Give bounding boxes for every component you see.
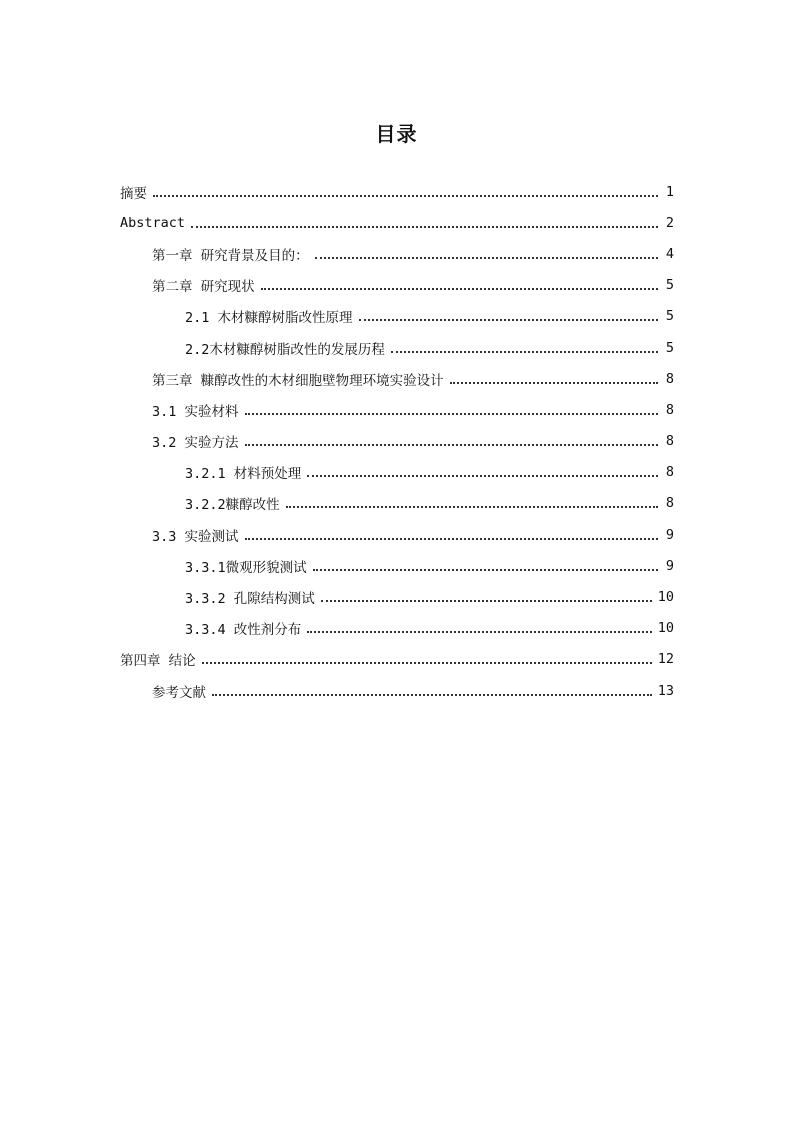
toc-entry[interactable]	[0, 238, 793, 269]
toc-entry[interactable]	[0, 332, 793, 363]
dot-leader	[450, 382, 658, 384]
dot-leader	[191, 226, 658, 228]
toc-entry-label: 第一章 研究背景及目的：	[152, 247, 309, 264]
toc-entry[interactable]	[0, 457, 793, 488]
toc-entry[interactable]	[0, 426, 793, 457]
dot-leader	[153, 195, 658, 197]
dot-leader	[202, 662, 652, 664]
toc-entry-page: 5	[665, 308, 674, 325]
page-title: 目录	[375, 122, 418, 146]
toc-entry-label: 3.2 实验方法	[152, 435, 239, 452]
toc-entry-page: 9	[665, 526, 674, 543]
toc-entry-page: 5	[665, 277, 674, 294]
toc-entry-page: 8	[665, 495, 674, 512]
toc-entry-page: 9	[665, 557, 674, 574]
toc-entry-page: 10	[657, 620, 674, 637]
dot-leader	[212, 694, 652, 696]
toc-entry[interactable]	[0, 301, 793, 332]
toc-entry[interactable]	[0, 519, 793, 550]
dot-leader	[245, 444, 658, 446]
toc-entry-label: 3.3.1微观形貌测试	[185, 559, 307, 576]
toc-entry-label: Abstract	[120, 214, 186, 231]
toc-entry-label: 参考文献	[152, 684, 206, 701]
toc-entry-label: 摘要	[120, 185, 147, 202]
toc-entry-label: 3.3 实验测试	[152, 528, 239, 545]
toc-entry[interactable]	[0, 270, 793, 301]
toc-entry-page: 8	[665, 370, 674, 387]
toc-entry-page: 2	[665, 214, 674, 231]
dot-leader	[315, 257, 658, 259]
dot-leader	[261, 288, 658, 290]
dot-leader	[313, 569, 658, 571]
toc-entry-page: 13	[657, 682, 674, 699]
toc-entry-label: 第三章 糠醇改性的木材细胞壁物理环境实验设计	[152, 372, 444, 389]
dot-leader	[359, 319, 658, 321]
toc-entry[interactable]	[0, 613, 793, 644]
dot-leader	[286, 506, 658, 508]
dot-leader	[307, 631, 651, 633]
toc-entry-page: 12	[657, 651, 674, 668]
toc-entry-page: 8	[665, 464, 674, 481]
toc-entry-page: 10	[657, 589, 674, 606]
toc-entry-label: 3.3.2 孔隙结构测试	[185, 591, 315, 608]
toc-entry[interactable]	[0, 176, 793, 207]
toc-entry[interactable]	[0, 550, 793, 581]
toc-entry-label: 3.3.4 改性剂分布	[185, 622, 302, 639]
dot-leader	[307, 475, 658, 477]
toc-entry-label: 3.2.2糠醇改性	[185, 497, 280, 514]
toc-entry-label: 3.2.1 材料预处理	[185, 466, 302, 483]
toc-entry[interactable]	[0, 394, 793, 425]
dot-leader	[321, 600, 652, 602]
toc-entry-label: 第四章 结论	[120, 653, 196, 670]
toc-entry-page: 4	[665, 245, 674, 262]
toc-entry-label: 2.2木材糠醇树脂改性的发展历程	[185, 341, 385, 358]
toc-entry-label: 2.1 木材糠醇树脂改性原理	[185, 310, 353, 327]
toc-entry[interactable]	[0, 581, 793, 612]
toc-entry[interactable]	[0, 488, 793, 519]
toc-entry[interactable]	[0, 363, 793, 394]
dot-leader	[391, 351, 658, 353]
toc-entry-page: 8	[665, 433, 674, 450]
toc-entry-page: 8	[665, 401, 674, 418]
toc-entry-label: 第二章 研究现状	[152, 279, 255, 296]
table-of-contents	[0, 176, 793, 706]
toc-entry-page: 1	[665, 183, 674, 200]
toc-entry[interactable]	[0, 207, 793, 238]
toc-entry-page: 5	[665, 339, 674, 356]
toc-entry[interactable]	[0, 675, 793, 706]
dot-leader	[245, 413, 658, 415]
toc-entry-label: 3.1 实验材料	[152, 403, 239, 420]
toc-entry[interactable]	[0, 644, 793, 675]
dot-leader	[245, 538, 658, 540]
